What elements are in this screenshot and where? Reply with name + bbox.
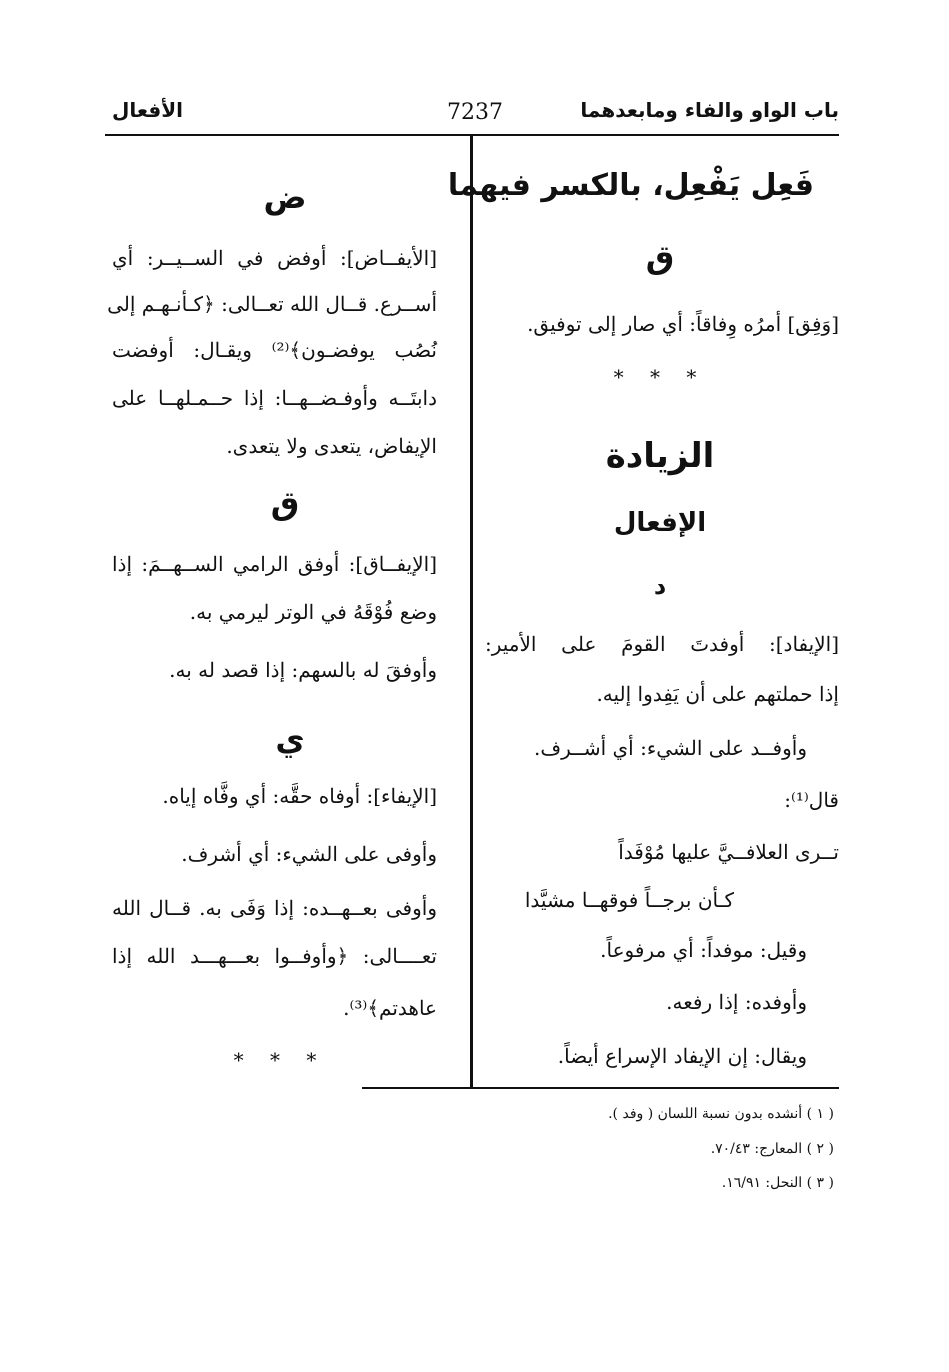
letter-heading-qaf-right: ق bbox=[645, 238, 675, 276]
footnote-2: ( ٢ ) المعارج: ٧٠/٤٣. bbox=[710, 1141, 834, 1157]
entry-awfa-ahd-line2: تعــــالى: ﴿وأوفــوا بعـــهـــد الله إذا bbox=[112, 944, 437, 968]
entry-qil: وقيل: موفداً: أي مرفوعاً. bbox=[600, 938, 807, 962]
entry-awfadahu: وأوفده: إذا رفعه. bbox=[666, 990, 807, 1014]
separator-stars-left: * * * bbox=[233, 1048, 327, 1072]
entry-wafq: [وَفِق] أمرُه وِفاقاً: أي صار إلى توفيق. bbox=[527, 312, 839, 336]
entry-ifad2-line1: [الأيفــاض]: أوفض في الســيــر: أي bbox=[112, 246, 437, 270]
running-header-chapter: الأفعال bbox=[112, 98, 183, 122]
entry-ifad2-line4: دابتَــه وأوفـضــهــا: إذا حــمـلهــا على bbox=[112, 386, 437, 410]
column-divider bbox=[470, 134, 473, 1088]
entry-yuqal: ويقال: إن الإيفاد الإسراع أيضاً. bbox=[557, 1044, 807, 1068]
footnote-rule bbox=[362, 1087, 839, 1089]
letter-heading-qaf-left: ق bbox=[270, 484, 300, 522]
running-header-section: باب الواو والفاء ومابعدهما bbox=[580, 98, 839, 122]
entry-awfaq: وأوفقَ له بالسهم: إذا قصد له به. bbox=[169, 658, 437, 682]
entry-awfa-ahd-line3: عاهدتم﴾⁽³⁾. bbox=[343, 996, 437, 1020]
entry-awfad: وأوفــد على الشيء: أي أشــرف. bbox=[534, 736, 807, 760]
heading-ziyada: الزيادة bbox=[605, 436, 715, 476]
footnote-1: ( ١ ) أنشده بدون نسبة اللسان ( وفد ). bbox=[608, 1106, 834, 1122]
entry-awfa: وأوفى على الشيء: أي أشرف. bbox=[181, 842, 437, 866]
entry-ifad2-line2: أســرع. قــال الله تعــالى: ﴿كـأنـهـم إلى bbox=[107, 292, 437, 316]
entry-ifad2-line5: الإيفاض، يتعدى ولا يتعدى. bbox=[226, 434, 437, 458]
footnote-3: ( ٣ ) النحل: ١٦/٩١. bbox=[721, 1175, 834, 1191]
letter-heading-dal: د bbox=[653, 572, 667, 600]
separator-stars-right: * * * bbox=[613, 365, 707, 389]
poem-verse-1: تــرى العلافــيَّ عليها مُوْفَداً bbox=[618, 840, 839, 864]
entry-ifaq-line1: [الإيفــاق]: أوفق الرامي الســهــمَ: إذا bbox=[112, 552, 437, 576]
entry-ifad-line2: إذا حملتهم على أن يَفِدوا إليه. bbox=[596, 682, 839, 706]
heading-ifaal: الإفعال bbox=[613, 508, 707, 538]
entry-ifaq-line2: وضع فُوْقَهُ في الوتر ليرمي به. bbox=[189, 600, 437, 624]
poem-verse-2: كـأن برجــاً فوقهــا مشيَّدا bbox=[524, 888, 734, 912]
letter-heading-ya: ي bbox=[275, 720, 305, 758]
poem-intro: قال⁽¹⁾: bbox=[784, 788, 839, 812]
entry-ifaa: [الإيفاء]: أوفاه حقَّه: أي وفَّاه إياه. bbox=[162, 784, 437, 808]
letter-heading-dad: ض bbox=[263, 178, 307, 216]
page-number: 7237 bbox=[447, 100, 503, 125]
entry-ifad-line1: [الإيفاد]: أوفدتَ القومَ على الأمير: bbox=[485, 632, 839, 656]
entry-awfa-ahd-line1: وأوفى بعــهــده: إذا وَفَى به. قــال الله bbox=[112, 896, 437, 920]
entry-ifad2-line3: نُصُب يوفضـون﴾⁽²⁾ ويقـال: أوفضت bbox=[112, 338, 437, 362]
section-heading: فَعِل يَفْعِل، بالكسر فيهما bbox=[447, 168, 814, 203]
